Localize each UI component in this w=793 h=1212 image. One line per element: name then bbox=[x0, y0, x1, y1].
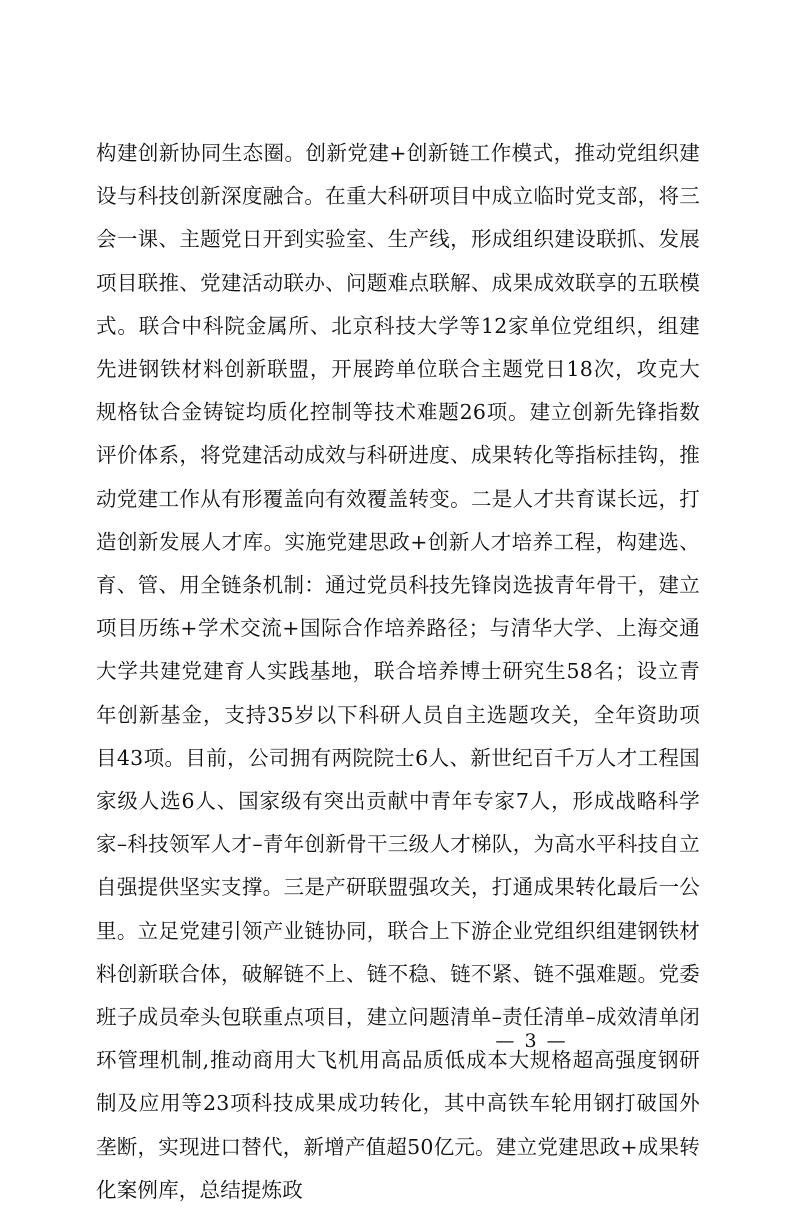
page-number: — 3 — bbox=[495, 1030, 568, 1052]
paragraph-1: 构建创新协同生态圈。创新党建+创新链工作模式，推动党组织建设与科技创新深度融合。在重大科研项目中成立临时党支部，将三会一课、主题党日开到实验室、生产线，形成组织建设联抓、发展项目联推、党建活动联办、问题难点联解、成果成效联享的五联模式。联合中科院金属所、北京科技大学等12家单位党组织，组建先进钢铁材料创新联盟，开展跨单位联合主题党日18次，攻克大规格钛合金铸锭均质化控制等技术难题26项。建立创新先锋指数评价体系，将党建活动成效与科研进度、成果转化等指标挂钩，推动党建工作从有形覆盖向有效覆盖转变。二是人才共育谋长远，打造创新发展人才库。实施党建思政+创新人才培养工程，构建选、育、管、用全链条机制：通过党员科技先锋岗选拔青年骨干，建立项目历练+学术交流+国际合作培养路径；与清华大学、上海交通大学共建党建育人实践基地，联合培养博士研究生58名；设立青年创新基金，支持35岁以下科研人员自主选题攻关，全年资助项目43项。目前，公司拥有两院院士6人、新世纪百千万人才工程国家级人选6人、国家级有突出贡献中青年专家7人，形成战略科学家–科技领军人才–青年创新骨干三级人才梯队，为高水平科技自立自强提供坚实支撑。三是产研联盟强攻关，打通成果转化最后一公里。立足党建引领产业链协同，联合上下游企业党组织组建钢铁材料创新联合体，破解链不上、链不稳、链不紧、链不强难题。党委班子成员牵头包联重点项目，建立问题清单–责任清单–成效清单闭环管理机制,推动商用大飞机用高品质低成本大规格超高强度钢研制及应用等23项科技成果成功转化，其中高铁车轮用钢打破国外垄断，实现进口替代，新增产值超50亿元。建立党建思政+成果转化案例库，总结提炼政 bbox=[96, 141, 700, 1202]
page-footer bbox=[0, 1030, 793, 1052]
